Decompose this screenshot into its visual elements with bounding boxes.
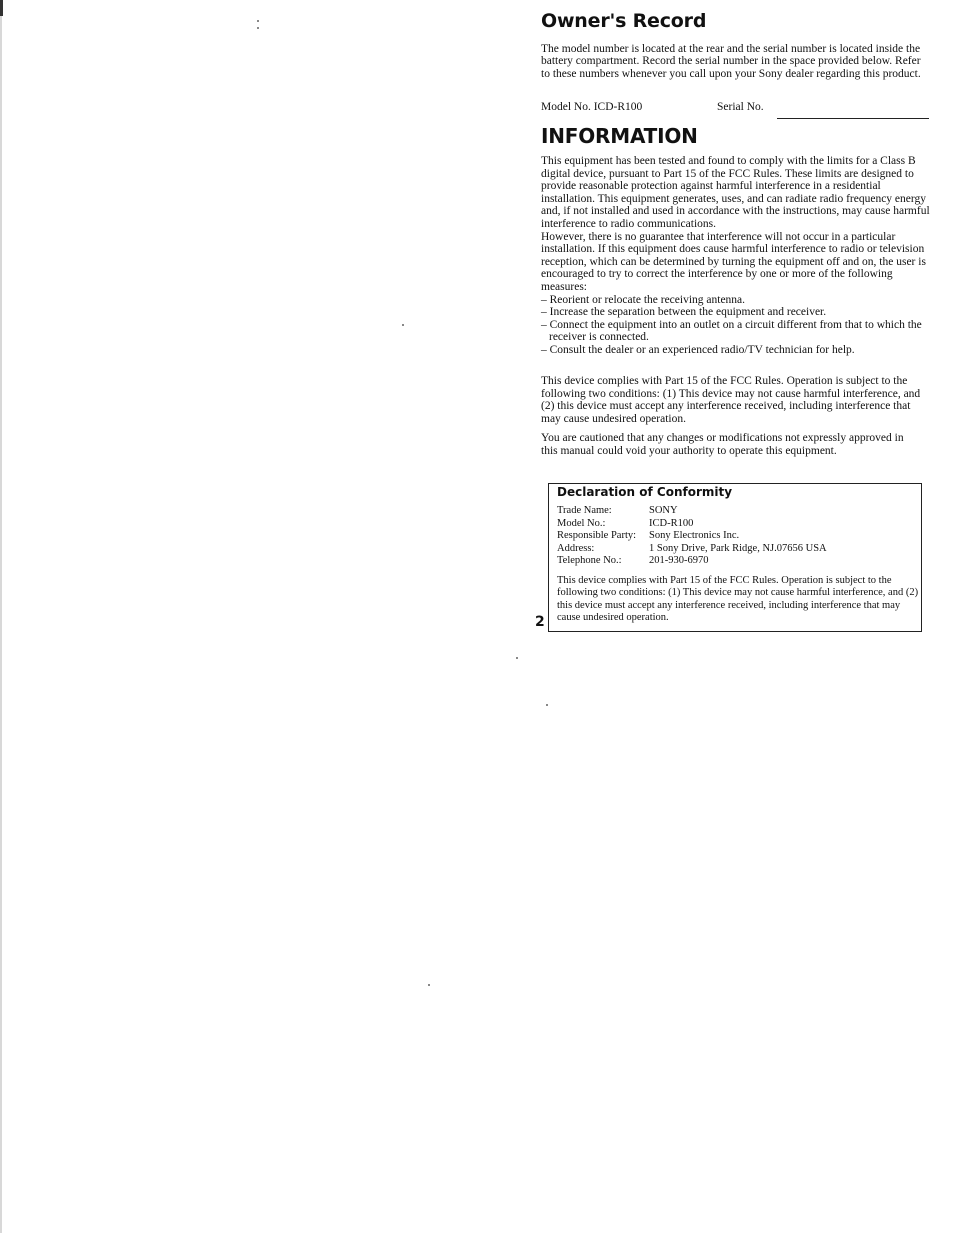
- field-label: Telephone No.:: [557, 555, 622, 567]
- page-number: 2: [535, 614, 545, 630]
- owners-record-text: The model number is located at the rear and the serial number is located inside the battery compartment. Record the serial number in the space provided below. Refer to these numbers whenever you call upon your Sony dealer regarding this product.: [541, 43, 921, 80]
- field-row: [557, 543, 827, 556]
- scan-speck: [257, 27, 259, 29]
- list-item: – Increase the separation between the equipment and receiver.: [541, 306, 827, 319]
- serial-number-label: Serial No.: [717, 101, 764, 113]
- declaration-title: Declaration of Conformity: [557, 485, 733, 499]
- information-title: INFORMATION: [541, 124, 698, 148]
- information-body: [541, 155, 933, 357]
- scan-speck: [257, 20, 259, 22]
- declaration-compliance-note: This device complies with Part 15 of the FCC Rules. Operation is subject to the following two conditions: (1) This device may not cause harmful interference, and (2) this device must accept any interference received, including interference that may cause undesired operation.: [557, 575, 919, 624]
- information-paragraph-2: However, there is no guarantee that interference will not occur in a particular installation. If this equipment does cause harmful interference to radio or television reception, which can be determined by turning the equipment off and on, the user is encouraged to try to correct the interference by one or more of the following measures:: [541, 230, 926, 293]
- scan-speck: [546, 704, 548, 706]
- caution-paragraph: You are cautioned that any changes or modifications not expressly approved in this manual could void your authority to operate this equipment.: [541, 432, 904, 457]
- page-edge-mark: [0, 0, 3, 16]
- list-item: – Consult the dealer or an experienced radio/TV technician for help.: [541, 343, 855, 356]
- field-label: Model No.:: [557, 517, 606, 529]
- field-value: Sony Electronics Inc.: [649, 530, 740, 542]
- scan-speck: [402, 324, 404, 326]
- information-paragraph-1: This equipment has been tested and found to comply with the limits for a Class B digital device, pursuant to Part 15 of the FCC Rules. These limits are designed to provide reasonable protection against harmful interference in a residential installation. This equipment generates, uses, and can radiate radio frequency energy and, if not installed and used in accordance with the instructions, may cause harmful interference to radio communications.: [541, 155, 930, 230]
- page-left-edge: [0, 0, 2, 1233]
- declaration-fields: [557, 505, 827, 568]
- owners-record-title: Owner's Record: [541, 10, 707, 32]
- field-label: Responsible Party:: [557, 530, 637, 542]
- field-label: Address:: [557, 542, 595, 554]
- field-value: 1 Sony Drive, Park Ridge, NJ.07656 USA: [649, 542, 827, 554]
- field-label: Trade Name:: [557, 505, 612, 516]
- scan-speck: [428, 984, 430, 986]
- model-number-label: Model No. ICD-R100: [541, 101, 643, 113]
- list-item: – Reorient or relocate the receiving antenna.: [541, 293, 746, 306]
- field-value: 201-930-6970: [649, 555, 709, 567]
- field-row: [557, 530, 827, 543]
- field-row: [557, 555, 827, 568]
- field-row: [557, 505, 827, 518]
- fcc-compliance-paragraph: This device complies with Part 15 of the FCC Rules. Operation is subject to the following two conditions: (1) This device may not cause harmful interference, and (2) this device must accept any interference received, including interference that may cause undesired operation.: [541, 375, 921, 425]
- list-item: – Connect the equipment into an outlet on a circuit different from that to which the receiver is connected.: [541, 318, 922, 344]
- field-value: ICD-R100: [649, 517, 694, 529]
- declaration-of-conformity-box: [548, 483, 922, 632]
- field-value: SONY: [649, 505, 678, 516]
- serial-number-blank-line: [777, 118, 929, 119]
- scan-speck: [516, 657, 518, 659]
- field-row: [557, 518, 827, 531]
- interference-measures-list: [541, 294, 933, 357]
